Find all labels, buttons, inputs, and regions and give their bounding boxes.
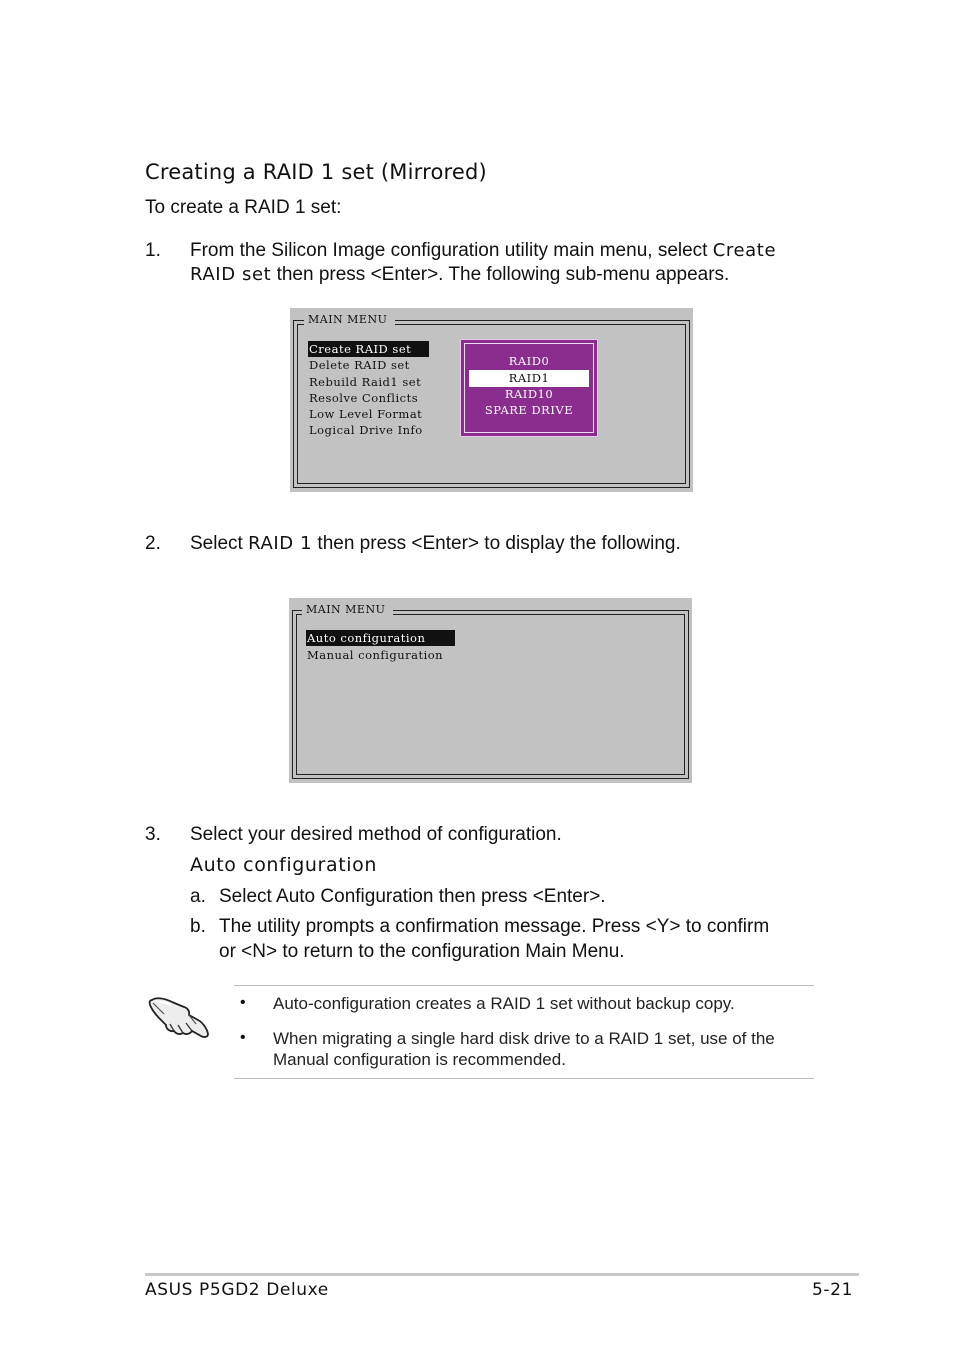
step1-bold-b: RAID set (190, 264, 272, 285)
menu-item-low-level-format[interactable]: Low Level Format (309, 407, 423, 421)
menu-item-rebuild-raid1-set[interactable]: Rebuild Raid1 set (309, 375, 422, 389)
frame-label: MAIN MENU (304, 313, 395, 326)
intro-text: To create a RAID 1 set: (145, 197, 342, 218)
bios-screen-main-menu (290, 308, 693, 492)
step-number: 1. (145, 240, 161, 261)
step-number: 3. (145, 824, 161, 845)
popup-item-raid0[interactable]: RAID0 (508, 354, 550, 368)
section-title: Creating a RAID 1 set (Mirrored) (145, 160, 487, 184)
substep-b-line2: or <N> to return to the configuration Main Menu. (219, 941, 625, 962)
popup-item-spare-drive[interactable]: SPARE DRIVE (484, 403, 574, 417)
footer-product: ASUS P5GD2 Deluxe (145, 1280, 329, 1300)
note-bullet2-line2: Manual configuration is recommended. (273, 1050, 566, 1069)
bullet-dot: • (240, 1029, 246, 1046)
substep-letter: a. (190, 886, 206, 907)
menu-item-manual-configuration[interactable]: Manual configuration (307, 648, 444, 662)
step1-text-b: then press <Enter>. The following sub-menu appears. (271, 264, 730, 285)
substep-a-text: Select Auto Configuration then press <Enter>. (219, 886, 606, 907)
menu-item-resolve-conflicts[interactable]: Resolve Conflicts (309, 391, 419, 405)
footer-page-number: 5-21 (812, 1280, 853, 1300)
step2-text-b: then press <Enter> to display the following. (312, 533, 681, 554)
note-bottom-rule (234, 1078, 814, 1079)
pointing-hand-icon (146, 988, 212, 1040)
step-number: 2. (145, 533, 161, 554)
note-bullet1: Auto-configuration creates a RAID 1 set without backup copy. (273, 994, 735, 1013)
note-bullet2-line1: When migrating a single hard disk drive to a RAID 1 set, use of the (273, 1029, 775, 1048)
popup-item-raid1[interactable]: RAID1 (469, 370, 589, 387)
menu-item-auto-configuration[interactable]: Auto configuration (306, 630, 455, 646)
menu-item-create-raid-set[interactable]: Create RAID set (308, 341, 429, 357)
menu-item-logical-drive-info[interactable]: Logical Drive Info (309, 423, 423, 437)
raid-type-popup (460, 339, 598, 437)
step1-bold-a: Create (712, 240, 777, 261)
substep-b-line1: The utility prompts a confirmation message. Press <Y> to confirm (219, 916, 770, 937)
step2-line (190, 533, 681, 555)
step3-subheading: Auto configuration (190, 854, 377, 876)
frame-label: MAIN MENU (302, 603, 393, 616)
footer-rule (145, 1273, 859, 1276)
bullet-dot: • (240, 994, 246, 1011)
note-top-rule (234, 985, 814, 986)
step1-text-a: From the Silicon Image configuration utility main menu, select (190, 240, 713, 261)
step1-line2 (190, 264, 729, 286)
popup-item-raid10[interactable]: RAID10 (504, 387, 554, 401)
substep-letter: b. (190, 916, 206, 937)
step1-line1 (190, 240, 776, 262)
menu-item-delete-raid-set[interactable]: Delete RAID set (309, 358, 410, 372)
step2-text-a: Select (190, 533, 249, 554)
step3-text: Select your desired method of configuration. (190, 824, 562, 845)
step2-bold: RAID 1 (248, 533, 313, 554)
bios-screen-raid1-menu (289, 598, 692, 783)
